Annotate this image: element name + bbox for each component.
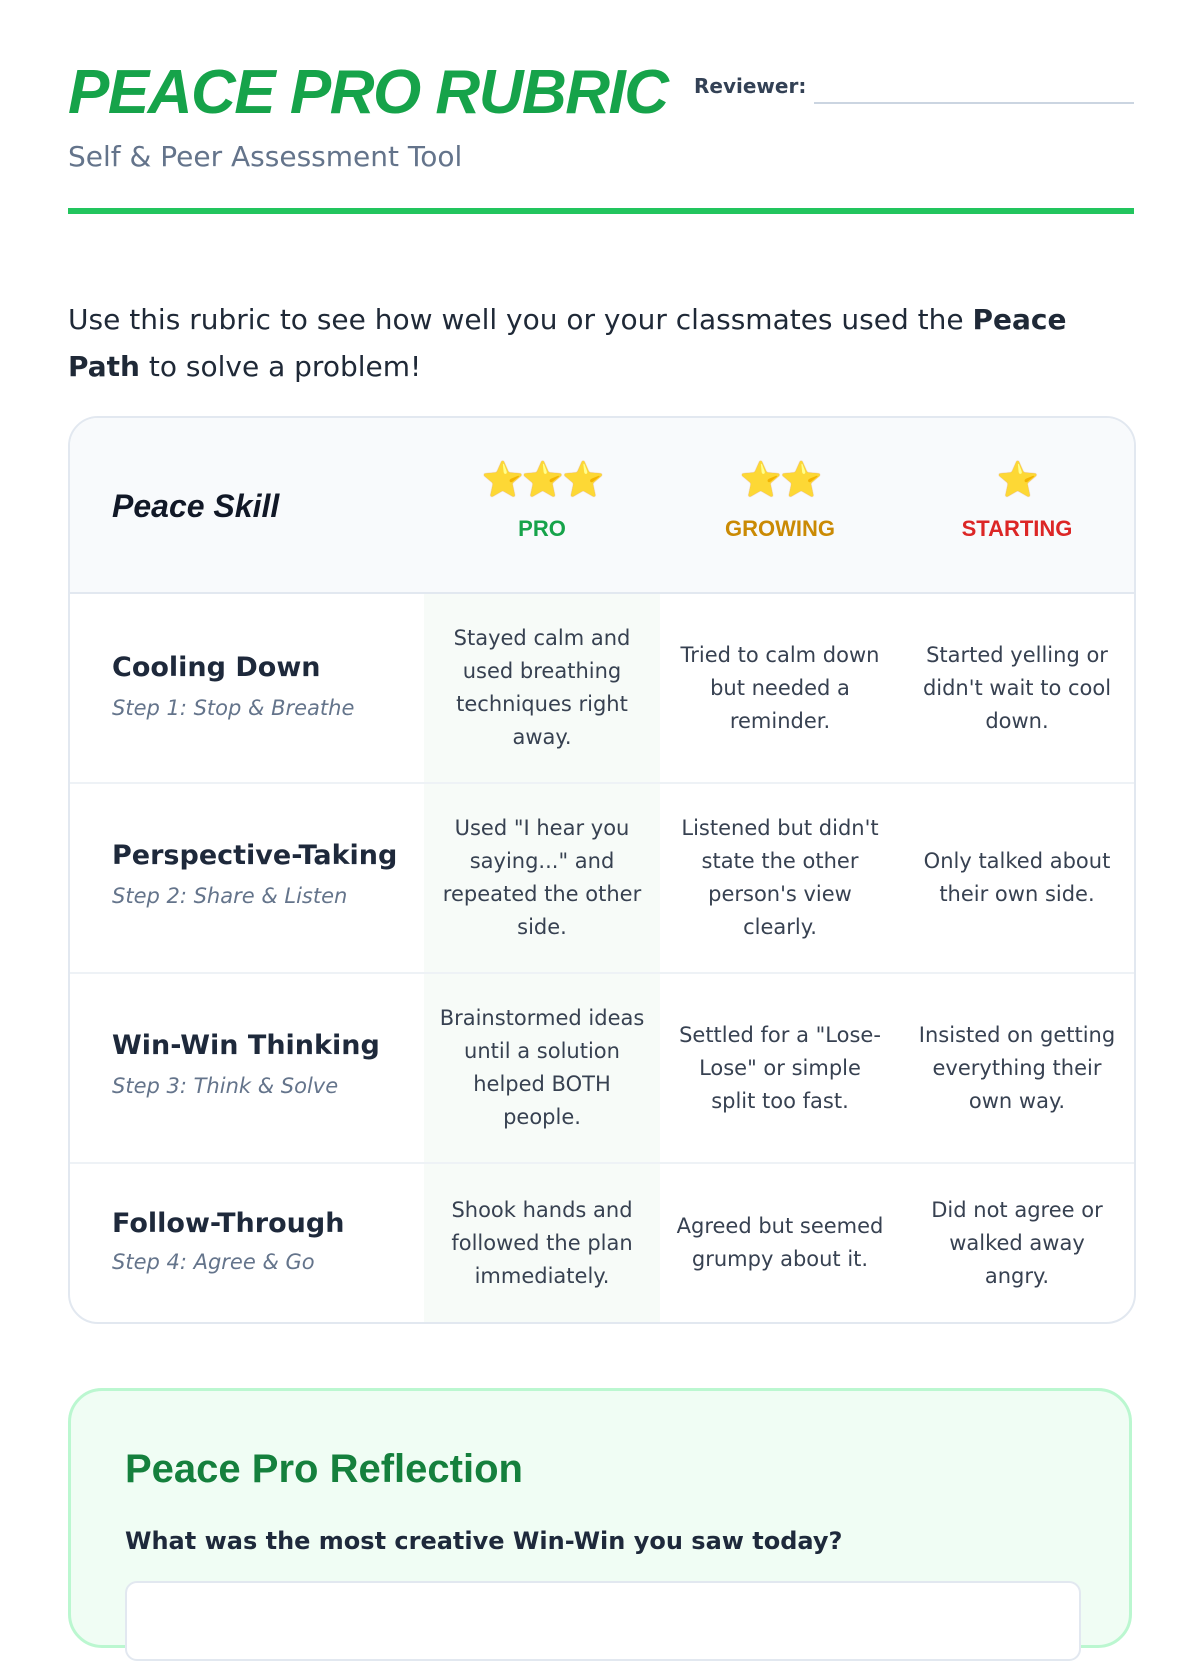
reflection-panel — [68, 1388, 1132, 1648]
rubric-row-follow-through — [70, 1164, 1134, 1322]
skill-step: Step 1: Stop & Breathe — [112, 696, 355, 720]
rubric-row-win-win-thinking — [70, 974, 1134, 1164]
level-heading-pro — [424, 458, 660, 542]
one-star-icon: ⭐ — [996, 460, 1038, 500]
page-title: PEACE PRO RUBRIC — [68, 58, 668, 127]
skill-step: Step 3: Think & Solve — [112, 1074, 339, 1098]
rubric-header-row — [70, 418, 1134, 594]
starting-description: Did not agree or walked away angry. — [931, 1197, 1103, 1288]
level-name-starting: STARTING — [961, 516, 1073, 541]
intro-text — [68, 296, 1134, 390]
three-stars-icon: ⭐⭐⭐ — [481, 460, 603, 500]
pro-description: Stayed calm and used breathing techniques right away. — [453, 626, 631, 749]
intro-text-start: Use this rubric to see how well you or your classmates used the — [68, 303, 973, 336]
growing-description: Listened but didn't state the other person's view clearly. — [681, 816, 879, 939]
rubric-row-perspective-taking — [70, 784, 1134, 974]
growing-description: Tried to calm down but needed a reminder. — [680, 642, 880, 733]
starting-description: Started yelling or didn't wait to cool down. — [922, 642, 1112, 733]
two-stars-icon: ⭐⭐ — [739, 460, 821, 500]
starting-description: Insisted on getting everything their own way. — [918, 1022, 1116, 1113]
growing-description: Agreed but seemed grumpy about it. — [676, 1214, 884, 1271]
level-heading-growing — [660, 458, 900, 542]
pro-description: Used "I hear you saying..." and repeated the other side. — [442, 816, 642, 939]
skill-step: Step 2: Share & Listen — [112, 884, 348, 908]
page-subtitle: Self & Peer Assessment Tool — [68, 140, 463, 173]
skill-name: Win-Win Thinking — [112, 1030, 380, 1061]
reflection-title: Peace Pro Reflection — [125, 1447, 523, 1491]
pro-description: Shook hands and followed the plan immediately. — [451, 1197, 633, 1288]
reflection-question: What was the most creative Win-Win you saw today? — [125, 1527, 843, 1555]
reviewer-label: Reviewer: — [694, 74, 807, 98]
skill-name: Perspective-Taking — [112, 840, 398, 871]
skill-step: Step 4: Agree & Go — [112, 1250, 315, 1274]
rubric-page — [68, 0, 1134, 1555]
pro-description: Brainstormed ideas until a solution helped BOTH people. — [439, 1006, 645, 1129]
intro-highlight: Peace Path — [68, 303, 1067, 383]
level-name-pro: PRO — [518, 516, 566, 541]
skill-name: Cooling Down — [112, 652, 321, 683]
level-name-growing: GROWING — [725, 516, 835, 541]
rubric-table — [68, 416, 1136, 1324]
reviewer-name-field[interactable] — [814, 102, 1134, 104]
skill-name: Follow-Through — [112, 1208, 345, 1239]
growing-description: Settled for a "Lose-Lose" or simple split too fast. — [679, 1022, 881, 1113]
level-heading-starting — [900, 458, 1134, 542]
header-divider — [68, 208, 1134, 214]
intro-text-end: to solve a problem! — [139, 350, 422, 383]
page-header — [68, 0, 1134, 214]
starting-description: Only talked about their own side. — [923, 849, 1111, 906]
skill-column-heading: Peace Skill — [112, 488, 280, 524]
reflection-answer-field[interactable] — [125, 1581, 1081, 1661]
rubric-row-cooling-down — [70, 594, 1134, 784]
